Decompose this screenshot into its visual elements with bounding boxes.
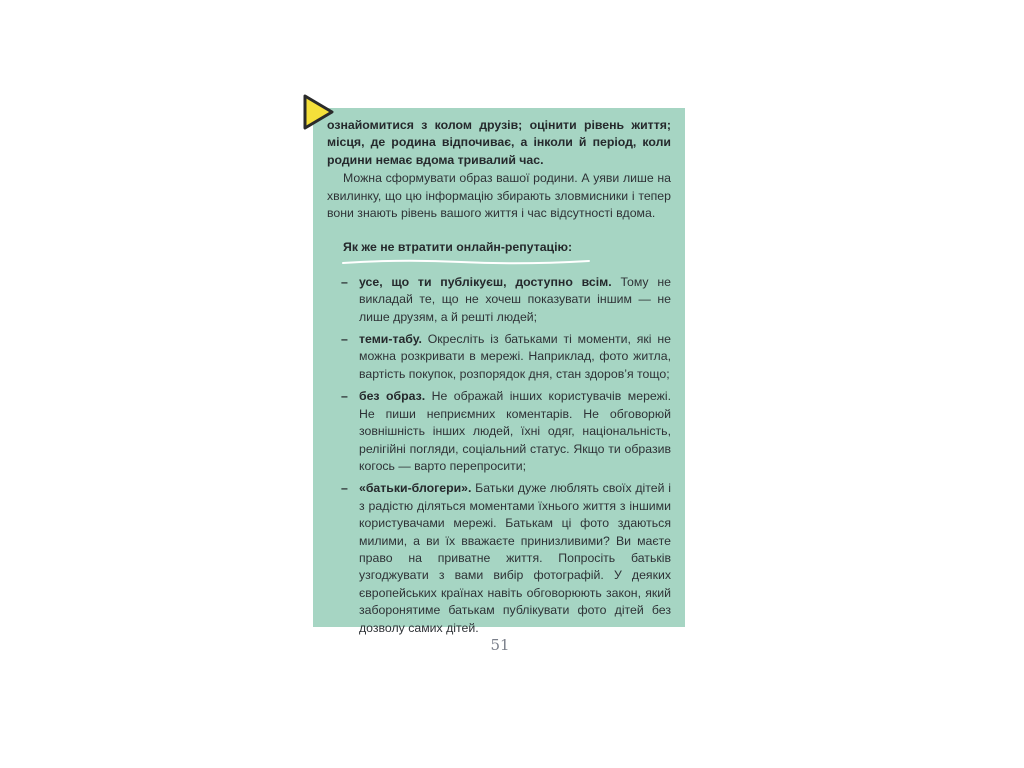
page-number: 51 [490, 636, 510, 654]
page-content [327, 117, 671, 642]
wavy-underline-icon [341, 258, 591, 266]
tips-list [327, 274, 671, 637]
list-item-text: Не ображай інших користувачів мережі. Не пиши неприємних коментарів. Не обговорюй зовнішність інших людей, їхні одяг, національність, релігійні погляди, соціальний статус. Якщо ти образив когось — варто перепросити; [359, 389, 671, 473]
list-item-term: теми-табу. [359, 332, 422, 347]
list-item-text: Окресліть із батьками ті моменти, які не можна розкривати в мережі. Наприклад, фото житла, вартість покупок, розпорядок дня, стан здоров’я тощо; [359, 332, 671, 381]
list-item-text: Тому не викладай те, що не хочеш показувати іншим — не лише друзям, а й решті людей; [359, 274, 671, 324]
body-paragraph: Можна сформувати образ вашої родини. А уяви лише на хвилинку, що цю інформацію збирають зловмисники і тепер вони знають рівень вашого життя і час відсутності вдома. [327, 171, 671, 221]
list-item-term: без образ. [359, 389, 426, 404]
intro-bold-text: ознайомитися з колом друзів; оцінити рівень життя; місця, де родина відпочиває, а інколи й період, коли родини немає вдома тривалий час. [327, 118, 671, 167]
list-item-term: «батьки-блогери». [359, 481, 472, 496]
list-item [327, 331, 671, 383]
list-dash: – [341, 332, 348, 347]
list-item-term: усе, що ти публікуєш, доступно всім. [359, 274, 612, 289]
section-heading-wrap [327, 239, 671, 265]
list-item [327, 480, 671, 637]
list-item [327, 274, 671, 326]
section-heading: Як же не втратити онлайн-репутацію: [343, 240, 573, 255]
list-dash: – [341, 389, 348, 404]
list-item-text: Батьки дуже люблять своїх дітей і з радістю діляться моментами їхнього життя з іншими користувачами мережі. Батькам ці фото здаються милими, а ви їх вважаєте принизливими? Ви маєте право на приватне життя. Попросіть батьків узгоджувати з вами вибір фотографій. У деяких європейських країнах навіть обговорюють закон, який заборонятиме батькам публікувати фото дітей без дозволу самих дітей. [359, 481, 671, 635]
list-item [327, 388, 671, 475]
list-dash: – [341, 481, 348, 496]
list-dash: – [341, 274, 348, 289]
